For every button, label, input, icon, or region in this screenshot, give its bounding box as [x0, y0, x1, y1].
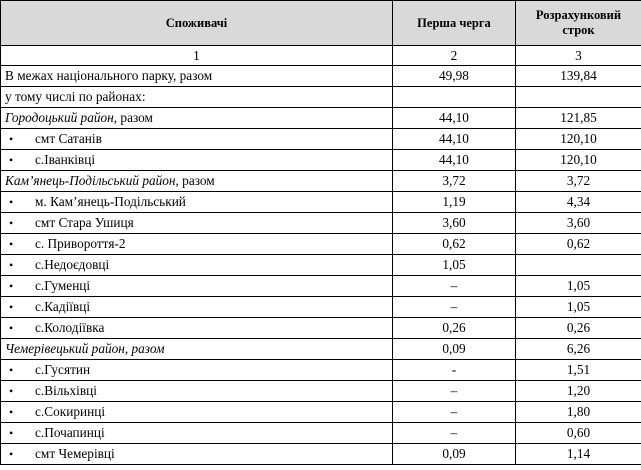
table-row [1, 129, 641, 150]
bullet-icon: • [9, 279, 14, 293]
table-row [1, 423, 641, 444]
calculated-term-value: 120,10 [516, 150, 641, 171]
first-stage-value: 1,19 [393, 192, 516, 213]
column-number-row [1, 46, 641, 66]
consumer-name: смт Сатанів [35, 131, 102, 146]
calculated-term-value: 1,14 [516, 444, 641, 465]
consumer-name: с.Недоєдовці [35, 257, 110, 272]
first-stage-value: 3,72 [393, 171, 516, 192]
bullet-icon: • [9, 195, 14, 209]
table-row [1, 66, 641, 87]
consumer-name-cell [1, 213, 393, 234]
first-stage-value: 44,10 [393, 108, 516, 129]
first-stage-value: 44,10 [393, 150, 516, 171]
consumer-name-cell [1, 192, 393, 213]
table-row [1, 171, 641, 192]
consumer-name: м. Кам’янець-Подільський [35, 194, 186, 209]
first-stage-value: 0,09 [393, 339, 516, 360]
district-name: Кам’янець-Подільський район [5, 173, 176, 188]
bullet-icon: • [9, 405, 14, 419]
consumer-name-cell [1, 360, 393, 381]
table-row [1, 87, 641, 108]
table-row [1, 318, 641, 339]
calculated-term-value: 4,34 [516, 192, 641, 213]
consumer-name-cell [1, 381, 393, 402]
table-row [1, 444, 641, 465]
calculated-term-value: 0,60 [516, 423, 641, 444]
calculated-term-value: 1,80 [516, 402, 641, 423]
calculated-term-value: 3,60 [516, 213, 641, 234]
table-row [1, 276, 641, 297]
consumer-name: с.Гусятин [35, 362, 91, 377]
first-stage-value: 3,60 [393, 213, 516, 234]
bullet-icon: • [9, 153, 14, 167]
consumer-name-cell [1, 423, 393, 444]
first-stage-value: 0,09 [393, 444, 516, 465]
calculated-term-value: 1,20 [516, 381, 641, 402]
table-row [1, 213, 641, 234]
first-stage-value: 0,62 [393, 234, 516, 255]
table-row [1, 360, 641, 381]
first-stage-value: 1,05 [393, 255, 516, 276]
bullet-icon: • [9, 384, 14, 398]
calculated-term-value: 0,26 [516, 318, 641, 339]
consumer-name-cell [1, 276, 393, 297]
table-row [1, 192, 641, 213]
calculated-term-value: 121,85 [516, 108, 641, 129]
header-first-stage: Перша черга [393, 1, 516, 46]
first-stage-value: 49,98 [393, 66, 516, 87]
bullet-icon: • [9, 258, 14, 272]
consumer-name: В межах національного парку, разом [5, 68, 213, 83]
bullet-icon: • [9, 447, 14, 461]
consumer-name: с.Гуменці [35, 278, 91, 293]
consumer-name-cell [1, 87, 393, 108]
bullet-icon: • [9, 300, 14, 314]
table-row [1, 255, 641, 276]
first-stage-value: – [393, 402, 516, 423]
calculated-term-value: 1,05 [516, 297, 641, 318]
first-stage-value: 0,26 [393, 318, 516, 339]
consumer-name-cell [1, 255, 393, 276]
consumer-name: с.Сокиринці [35, 404, 106, 419]
table-row [1, 402, 641, 423]
table-row [1, 150, 641, 171]
consumer-name: смт Чемерівці [35, 446, 115, 461]
consumer-name-cell [1, 108, 393, 129]
consumer-name: с.Іванківці [35, 152, 96, 167]
district-name: Городоцький район [5, 110, 114, 125]
consumer-name-cell [1, 66, 393, 87]
consumer-name-cell [1, 171, 393, 192]
table-row [1, 297, 641, 318]
consumer-name: смт Стара Ушиця [35, 215, 134, 230]
header-row [1, 1, 641, 46]
consumer-name: с.Кадіївці [35, 299, 91, 314]
table-row [1, 108, 641, 129]
table-row [1, 234, 641, 255]
consumer-name-cell [1, 129, 393, 150]
consumer-name: с.Вільхівці [35, 383, 97, 398]
bullet-icon: • [9, 321, 14, 335]
district-total-suffix: , разом [113, 110, 153, 125]
calculated-term-value: 1,51 [516, 360, 641, 381]
calculated-term-value: 0,62 [516, 234, 641, 255]
bullet-icon: • [9, 216, 14, 230]
consumer-name-cell [1, 318, 393, 339]
consumer-name: с.Почапинці [35, 425, 105, 440]
first-stage-value: – [393, 276, 516, 297]
first-stage-value: – [393, 423, 516, 444]
consumer-name-cell [1, 444, 393, 465]
consumer-name-cell [1, 402, 393, 423]
consumer-name-cell [1, 234, 393, 255]
table-row [1, 381, 641, 402]
consumer-name: у тому числі по районах: [5, 89, 146, 104]
calculated-term-value [516, 255, 641, 276]
table-row [1, 339, 641, 360]
consumer-name-cell [1, 150, 393, 171]
calculated-term-value [516, 87, 641, 108]
first-stage-value: - [393, 360, 516, 381]
district-total-suffix: , разом [175, 173, 215, 188]
calculated-term-value: 3,72 [516, 171, 641, 192]
calculated-term-value: 6,26 [516, 339, 641, 360]
district-name: Чемерівецький район, разом [5, 341, 165, 356]
bullet-icon: • [9, 363, 14, 377]
first-stage-value: – [393, 381, 516, 402]
header-consumers: Споживачі [1, 1, 393, 46]
consumer-name: с.Колодіївка [35, 320, 105, 335]
column-number-2: 2 [393, 46, 516, 66]
header-calculated-term: Розрахунковий строк [516, 1, 641, 46]
bullet-icon: • [9, 132, 14, 146]
calculated-term-value: 120,10 [516, 129, 641, 150]
first-stage-value: – [393, 297, 516, 318]
consumer-name-cell [1, 339, 393, 360]
consumer-name: с. Привороття-2 [35, 236, 126, 251]
first-stage-value [393, 87, 516, 108]
first-stage-value: 44,10 [393, 129, 516, 150]
bullet-icon: • [9, 426, 14, 440]
consumer-name-cell [1, 297, 393, 318]
bullet-icon: • [9, 237, 14, 251]
calculated-term-value: 139,84 [516, 66, 641, 87]
column-number-3: 3 [516, 46, 641, 66]
calculated-term-value: 1,05 [516, 276, 641, 297]
column-number-1: 1 [1, 46, 393, 66]
